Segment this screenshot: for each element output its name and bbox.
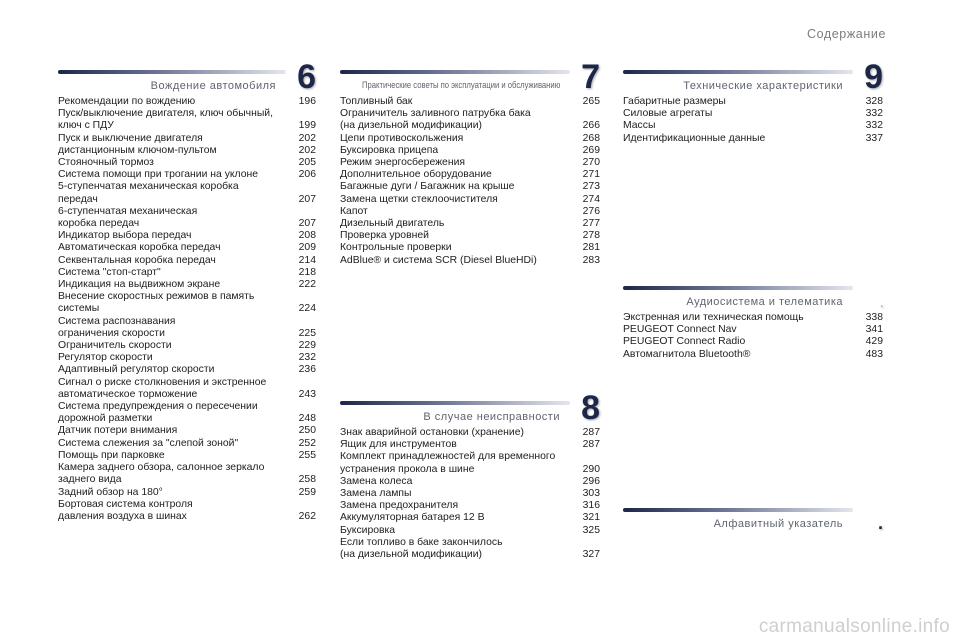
toc-entry[interactable] bbox=[623, 349, 883, 361]
toc-entry-text: PEUGEOT Connect Radio bbox=[623, 336, 746, 348]
toc-entry-page: 332 bbox=[865, 108, 883, 120]
toc-entry[interactable] bbox=[58, 352, 316, 364]
toc-entry-page: 287 bbox=[582, 427, 600, 438]
toc-entry[interactable] bbox=[340, 230, 600, 242]
toc-entry-text: Индикатор выбора передач bbox=[58, 230, 192, 242]
toc-entry-page: 429 bbox=[865, 336, 883, 348]
toc-entry[interactable] bbox=[623, 120, 883, 132]
toc-entry-text: Автомагнитола Bluetooth® bbox=[623, 348, 751, 360]
toc-entry-text: Индикация на выдвижном экране bbox=[58, 279, 221, 291]
page-title: Содержание bbox=[806, 27, 886, 41]
toc-entry-text: Экстренная или техническая помощь bbox=[623, 312, 804, 323]
toc-entry-page: 258 bbox=[298, 474, 316, 486]
toc-entry[interactable] bbox=[58, 401, 316, 425]
toc-entry[interactable] bbox=[623, 96, 883, 108]
toc-entry-page: 278 bbox=[582, 230, 600, 242]
section-title: Вождение автомобиля bbox=[150, 80, 276, 92]
toc-entry-page: 236 bbox=[298, 364, 316, 376]
toc-entry-page: 224 bbox=[298, 303, 316, 315]
section-header bbox=[623, 278, 883, 312]
section-title: В случае неисправности bbox=[423, 411, 560, 423]
toc-entry-text: Замена щетки стеклоочистителя bbox=[340, 193, 498, 205]
toc-entry-page: 271 bbox=[582, 169, 600, 181]
toc-entry-text: Если топливо в баке закончилось (на дизельной модификации) bbox=[340, 536, 503, 561]
section-number: 6 bbox=[297, 58, 316, 96]
toc-entry-text: Дополнительное оборудование bbox=[340, 169, 492, 181]
toc-entry-text: Ящик для инструментов bbox=[340, 439, 457, 451]
toc-entry-text: AdBlue® и система SCR (Diesel BlueHDi) bbox=[340, 254, 537, 266]
toc-entry-page: 229 bbox=[298, 340, 316, 352]
toc-entry-text: Топливный бак bbox=[340, 96, 413, 107]
toc-entry-page: 332 bbox=[865, 120, 883, 132]
toc-entry-page: 338 bbox=[865, 312, 883, 323]
toc-entry-page: 269 bbox=[582, 144, 600, 156]
toc-entry-page: 225 bbox=[298, 327, 316, 339]
toc-entry-text: Замена лампы bbox=[340, 488, 412, 500]
toc-entry-page: 208 bbox=[298, 230, 316, 242]
toc-entry-page: 209 bbox=[298, 242, 316, 254]
section-number: 8 bbox=[581, 389, 600, 427]
toc-entry[interactable] bbox=[623, 108, 883, 120]
toc-list bbox=[623, 312, 883, 361]
toc-entry-text: Цепи противоскольжения bbox=[340, 132, 464, 144]
toc-entry[interactable] bbox=[58, 291, 316, 315]
toc-entry-text: Автоматическая коробка передач bbox=[58, 242, 221, 254]
toc-entry-page: 296 bbox=[582, 475, 600, 487]
toc-entry-text: Система помощи при трогании на уклоне bbox=[58, 169, 259, 181]
section-specs bbox=[623, 58, 883, 145]
toc-entry[interactable] bbox=[58, 316, 316, 340]
toc-entry-text: Система распознавания ограничения скорости bbox=[58, 315, 176, 339]
toc-entry[interactable] bbox=[58, 279, 316, 291]
toc-entry[interactable] bbox=[623, 312, 883, 324]
toc-entry[interactable] bbox=[340, 255, 600, 267]
toc-entry-page: 483 bbox=[865, 348, 883, 360]
section-practical bbox=[340, 58, 600, 267]
toc-entry-text: Багажные дуги / Багажник на крыше bbox=[340, 181, 515, 193]
toc-entry[interactable] bbox=[58, 267, 316, 279]
toc-entry-page: 268 bbox=[582, 132, 600, 144]
toc-entry[interactable] bbox=[623, 324, 883, 336]
toc-entry[interactable] bbox=[340, 500, 600, 512]
toc-entry-page: 321 bbox=[582, 512, 600, 524]
toc-entry-page: 327 bbox=[582, 549, 600, 561]
toc-entry-page: 259 bbox=[298, 486, 316, 498]
toc-entry-page: 207 bbox=[298, 193, 316, 205]
toc-entry[interactable] bbox=[58, 145, 316, 157]
section-title: Практические советы по эксплуатации и обслуживанию bbox=[361, 80, 560, 90]
toc-entry[interactable] bbox=[58, 364, 316, 376]
toc-entry-text: Датчик потери внимания bbox=[58, 425, 178, 437]
toc-list bbox=[340, 96, 600, 267]
toc-entry[interactable] bbox=[58, 108, 316, 132]
toc-entry-page: 276 bbox=[582, 205, 600, 217]
toc-entry-text: Контрольные проверки bbox=[340, 242, 452, 254]
section-header bbox=[340, 58, 600, 96]
toc-entry-page: 328 bbox=[865, 96, 883, 107]
toc-entry[interactable] bbox=[58, 425, 316, 437]
toc-entry[interactable] bbox=[340, 181, 600, 193]
toc-entry-text: Задний обзор на 180° bbox=[58, 486, 163, 498]
toc-entry-text: Силовые агрегаты bbox=[623, 108, 713, 120]
toc-entry[interactable] bbox=[58, 169, 316, 181]
toc-entry[interactable] bbox=[58, 450, 316, 462]
toc-entry-text: Система предупреждения о пересечении дорожной разметки bbox=[58, 401, 258, 425]
toc-entry-text: Идентификационные данные bbox=[623, 132, 766, 144]
toc-entry-text: Дизельный двигатель bbox=[340, 218, 445, 230]
toc-entry-text: Комплект принадлежностей для временного устранения прокола в шине bbox=[340, 451, 556, 475]
section-number: . bbox=[880, 299, 883, 310]
toc-entry-text: Капот bbox=[340, 205, 368, 217]
toc-entry[interactable] bbox=[58, 511, 316, 523]
section-title: Аудиосистема и телематика bbox=[686, 296, 843, 308]
toc-entry-text: Замена колеса bbox=[340, 475, 413, 487]
toc-entry-page: 255 bbox=[298, 449, 316, 461]
toc-entry[interactable] bbox=[340, 242, 600, 254]
toc-entry-text: дистанционным ключом-пультом bbox=[58, 144, 217, 156]
toc-entry-text: Рекомендации по вождению bbox=[58, 96, 196, 107]
toc-entry-text: PEUGEOT Connect Nav bbox=[623, 324, 737, 336]
toc-entry-text: Знак аварийной остановки (хранение) bbox=[340, 427, 524, 438]
toc-entry-text: Габаритные размеры bbox=[623, 96, 726, 107]
toc-entry-text: давления воздуха в шинах bbox=[58, 510, 187, 522]
section-header bbox=[58, 58, 316, 96]
toc-entry[interactable] bbox=[340, 512, 600, 524]
toc-entry-text: Система слежения за "слепой зоной" bbox=[58, 437, 239, 449]
toc-entry-text: Аккумуляторная батарея 12 В bbox=[340, 512, 485, 524]
toc-entry-page: 207 bbox=[298, 218, 316, 230]
toc-entry[interactable] bbox=[340, 218, 600, 230]
toc-entry[interactable] bbox=[340, 133, 600, 145]
toc-entry-page: 222 bbox=[298, 279, 316, 291]
toc-entry[interactable] bbox=[340, 525, 600, 537]
toc-entry-page: 316 bbox=[582, 500, 600, 512]
toc-entry-text: Камера заднего обзора, салонное зеркало заднего вида bbox=[58, 462, 265, 486]
toc-entry-text: Внесение скоростных режимов в память системы bbox=[58, 291, 255, 315]
toc-entry-page: 202 bbox=[298, 132, 316, 144]
toc-entry-page: 277 bbox=[582, 218, 600, 230]
toc-entry-text: Секвентальная коробка передач bbox=[58, 254, 216, 266]
section-header bbox=[623, 58, 883, 96]
toc-entry-page: 337 bbox=[865, 132, 883, 144]
toc-entry[interactable] bbox=[340, 194, 600, 206]
section-number: . bbox=[877, 513, 883, 533]
toc-entry-text: Стояночный тормоз bbox=[58, 157, 154, 169]
section-bar bbox=[340, 401, 570, 405]
toc-entry[interactable] bbox=[340, 108, 600, 132]
toc-entry-page: 283 bbox=[582, 254, 600, 266]
toc-entry-page: 202 bbox=[298, 144, 316, 156]
toc-entry-text: Адаптивный регулятор скорости bbox=[58, 364, 215, 376]
toc-entry-page: 199 bbox=[298, 120, 316, 132]
toc-entry-text: Проверка уровней bbox=[340, 230, 429, 242]
toc-entry-text: Помощь при парковке bbox=[58, 449, 165, 461]
toc-entry[interactable] bbox=[58, 499, 316, 511]
toc-entry-text: Ограничитель заливного патрубка бака (на дизельной модификации) bbox=[340, 108, 531, 132]
toc-entry-page: 266 bbox=[582, 120, 600, 132]
section-bar bbox=[623, 70, 853, 74]
toc-list bbox=[623, 96, 883, 145]
toc-entry-text: Замена предохранителя bbox=[340, 500, 459, 512]
toc-entry[interactable] bbox=[58, 157, 316, 169]
toc-entry-page: 273 bbox=[582, 181, 600, 193]
toc-entry[interactable] bbox=[340, 206, 600, 218]
section-header bbox=[623, 500, 883, 534]
toc-entry[interactable] bbox=[58, 230, 316, 242]
toc-entry[interactable] bbox=[58, 181, 316, 205]
toc-entry-text: Буксировка bbox=[340, 524, 396, 536]
toc-entry[interactable] bbox=[340, 169, 600, 181]
toc-entry-text: Сигнал о риске столкновения и экстренное автоматическое торможение bbox=[58, 376, 267, 400]
toc-entry[interactable] bbox=[340, 427, 600, 439]
section-index bbox=[623, 500, 883, 534]
toc-entry-text: Буксировка прицепа bbox=[340, 144, 439, 156]
toc-entry[interactable] bbox=[58, 133, 316, 145]
section-driving bbox=[58, 58, 316, 523]
toc-entry-page: 248 bbox=[298, 413, 316, 425]
toc-entry-page: 262 bbox=[298, 510, 316, 522]
toc-entry[interactable] bbox=[58, 96, 316, 108]
section-breakdown bbox=[340, 389, 600, 561]
section-bar bbox=[58, 70, 286, 74]
toc-entry-page: 290 bbox=[582, 463, 600, 475]
toc-entry-text: 6-ступенчатая механическая коробка передач bbox=[58, 205, 198, 230]
toc-entry-page: 214 bbox=[298, 254, 316, 266]
toc-entry-text: Пуск и выключение двигателя bbox=[58, 132, 203, 144]
toc-entry[interactable] bbox=[340, 476, 600, 488]
toc-entry-page: 205 bbox=[298, 157, 316, 169]
toc-entry-page: 281 bbox=[582, 242, 600, 254]
toc-entry[interactable] bbox=[58, 340, 316, 352]
section-bar bbox=[340, 70, 570, 74]
toc-entry-page: 232 bbox=[298, 352, 316, 364]
toc-entry-page: 196 bbox=[298, 96, 316, 107]
section-bar bbox=[623, 286, 853, 290]
toc-entry[interactable] bbox=[623, 336, 883, 348]
toc-entry[interactable] bbox=[58, 487, 316, 499]
toc-entry[interactable] bbox=[58, 438, 316, 450]
toc-entry-page: 243 bbox=[298, 388, 316, 400]
section-title: Технические характеристики bbox=[683, 80, 843, 92]
toc-entry[interactable] bbox=[340, 145, 600, 157]
toc-entry[interactable] bbox=[58, 255, 316, 267]
section-audio bbox=[623, 278, 883, 361]
section-title: Алфавитный указатель bbox=[713, 518, 843, 530]
toc-entry-text: Система "стоп-старт" bbox=[58, 266, 161, 278]
toc-entry-text: 5-ступенчатая механическая коробка передач bbox=[58, 181, 239, 205]
toc-entry[interactable] bbox=[58, 462, 316, 486]
toc-entry[interactable] bbox=[340, 439, 600, 451]
toc-entry[interactable] bbox=[340, 157, 600, 169]
toc-entry[interactable] bbox=[58, 242, 316, 254]
watermark: carmanualsonline.info bbox=[758, 616, 950, 637]
toc-entry-text: Режим энергосбережения bbox=[340, 157, 466, 169]
toc-entry-page: 341 bbox=[865, 324, 883, 336]
toc-entry-text: Регулятор скорости bbox=[58, 352, 153, 364]
toc-entry-text: Бортовая система контроля bbox=[58, 498, 193, 510]
toc-entry-page: 206 bbox=[298, 169, 316, 181]
toc-entry-page: 218 bbox=[298, 266, 316, 278]
toc-entry[interactable] bbox=[58, 206, 316, 230]
toc-entry[interactable] bbox=[58, 377, 316, 401]
toc-entry-page: 250 bbox=[298, 425, 316, 437]
toc-entry-text: Пуск/выключение двигателя, ключ обычный, ключ с ПДУ bbox=[58, 108, 273, 132]
toc-entry-page: 287 bbox=[582, 439, 600, 451]
toc-list bbox=[340, 427, 600, 561]
section-bar bbox=[623, 508, 853, 512]
toc-entry-text: Ограничитель скорости bbox=[58, 340, 172, 352]
toc-entry-page: 265 bbox=[582, 96, 600, 107]
toc-entry[interactable] bbox=[340, 537, 600, 561]
toc-entry-page: 274 bbox=[582, 193, 600, 205]
toc-entry[interactable] bbox=[340, 96, 600, 108]
toc-entry[interactable] bbox=[340, 451, 600, 475]
toc-entry-page: 270 bbox=[582, 157, 600, 169]
toc-list bbox=[58, 96, 316, 523]
section-number: 9 bbox=[864, 58, 883, 96]
toc-entry-page: 325 bbox=[582, 524, 600, 536]
section-number: 7 bbox=[581, 58, 600, 96]
toc-entry-page: 303 bbox=[582, 488, 600, 500]
section-header bbox=[340, 389, 600, 427]
toc-entry-page: 252 bbox=[298, 437, 316, 449]
toc-entry[interactable] bbox=[623, 133, 883, 145]
toc-entry[interactable] bbox=[340, 488, 600, 500]
toc-entry-text: Массы bbox=[623, 120, 656, 132]
